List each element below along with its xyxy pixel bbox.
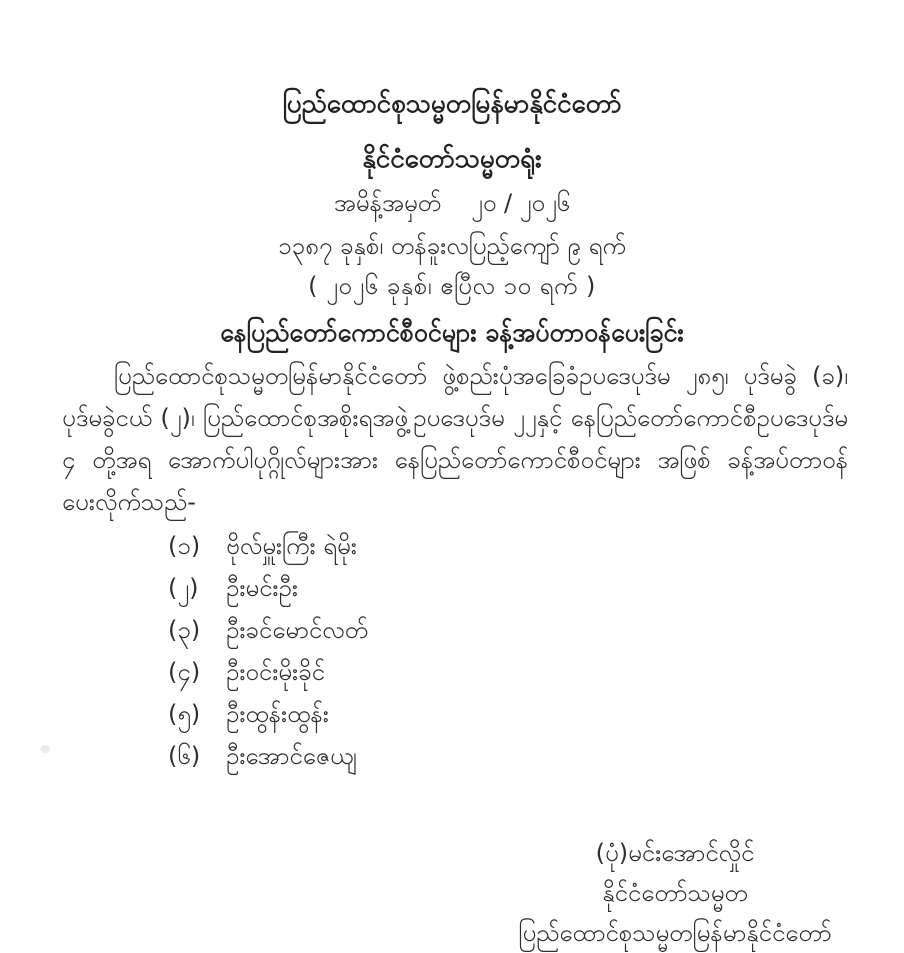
order-number-line (334, 183, 571, 223)
document-body (0, 355, 904, 769)
list-item-4 (168, 659, 904, 685)
signer-title: နိုင်ငံတော်သမ္မတ (602, 879, 748, 907)
item-number: (၅) (168, 700, 201, 728)
list-item-3 (168, 617, 904, 643)
item-number: (၃) (168, 616, 201, 644)
body-paragraph: ပြည်ထောင်စုသမ္မတမြန်မာနိုင်ငံတော် ဖွဲ့စည်းပုံအခြေခံဥပဒေပုဒ်မ ၂၈၅၊ ပုဒ်မခွဲ (ခ)၊ ပုဒ်မခွဲငယ် (၂)၊ ပြည်ထောင်စုအစိုးရအဖွဲ့ဥပဒေပုဒ်မ ၂၂နှင့် နေပြည်တော်ကောင်စီဥပဒေပုဒ်မ ၄ တို့အရ အောက်ပါပုဂ္ဂိုလ်များအား နေပြည်တော်ကောင်စီဝင်များ အဖြစ် ခန့်အပ်တာဝန်ပေးလိုက်သည်- (62, 362, 848, 516)
item-number: (၄) (168, 658, 201, 686)
appointee-name: ဗိုလ်မှူးကြီး ရဲမိုး (226, 532, 357, 560)
myanmar-era-date: ၁၃၈၇ ခုနှစ်၊ တန်ခူးလပြည့်ကျော် ၉ ရက် (278, 232, 626, 260)
list-item-2 (168, 575, 904, 601)
country-title: ပြည်ထောင်စုသမ္မတမြန်မာနိုင်ငံတော် (282, 89, 622, 119)
item-number: (၁) (168, 532, 201, 560)
list-item-5 (168, 701, 904, 727)
item-number: (၆) (168, 742, 201, 770)
signer-organization: ပြည်ထောင်စုသမ္မတမြန်မာနိုင်ငံတော် (518, 919, 832, 947)
list-item-6 (168, 743, 904, 769)
order-number-label: အမိန့်အမှတ် (333, 189, 442, 217)
appointee-name: ဦးအောင်ဇေယျ (226, 742, 358, 770)
scan-artifact (40, 745, 50, 753)
appointee-name: ဦးခင်မောင်လတ် (226, 616, 369, 644)
order-number-value: ၂၀ / ၂၀၂၆ (471, 189, 571, 217)
appointee-name: ဦးထွန်းထွန်း (226, 700, 329, 728)
subject-line: နေပြည်တော်ကောင်စီဝင်များ ခန့်အပ်တာဝန်ပေးခြင်း (220, 318, 684, 347)
document-header (0, 84, 904, 353)
appointee-name: ဦးမင်းဦး (226, 574, 298, 602)
signature-block (485, 833, 865, 953)
list-item-1 (168, 533, 904, 559)
signed-name: (ပုံ)မင်းအောင်လှိုင် (595, 839, 755, 867)
gregorian-date: ( ၂၀၂၆ ခုနှစ်၊ ဧပြီလ ၁၀ ရက် ) (308, 272, 596, 300)
office-title: နိုင်ငံတော်သမ္မတရုံး (362, 144, 542, 174)
appointee-name: ဦးဝင်းမိုးခိုင် (226, 658, 325, 686)
appointee-list (168, 533, 904, 769)
item-number: (၂) (168, 574, 199, 602)
